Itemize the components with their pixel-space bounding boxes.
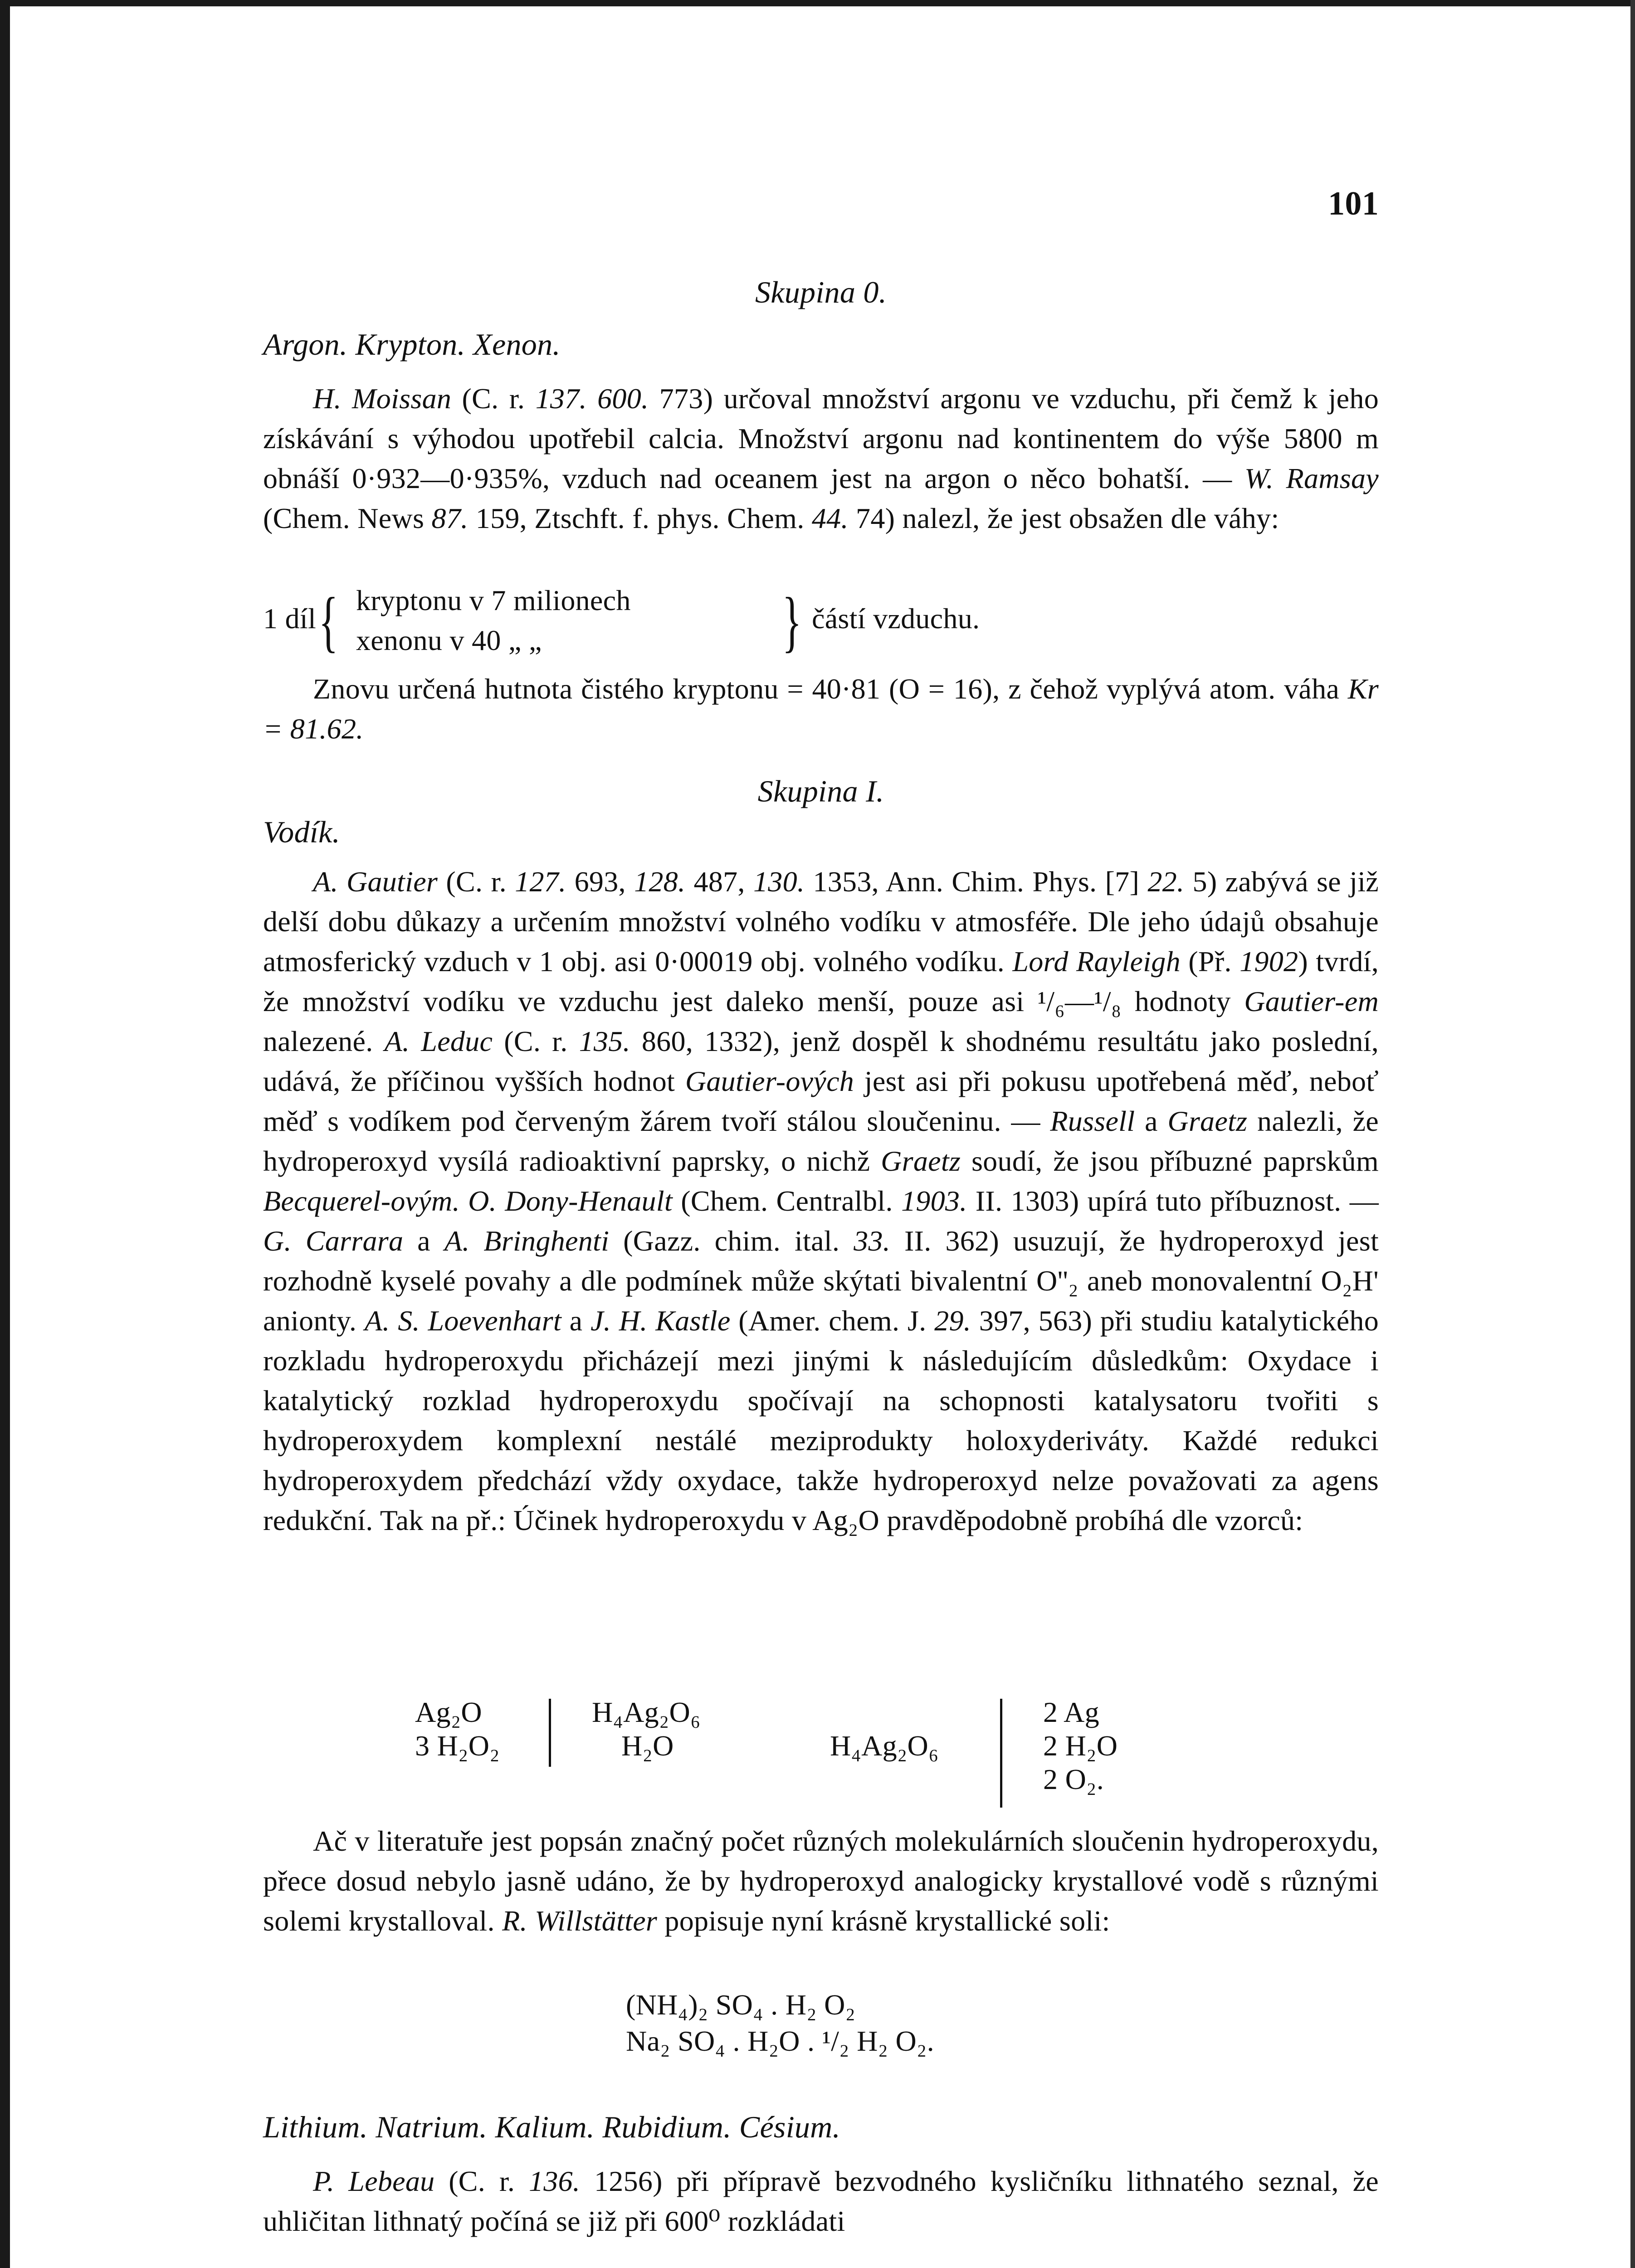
italic-run: 130.	[753, 865, 805, 898]
text-run: (C. r.	[438, 865, 515, 898]
italic-run: A. Leduc	[384, 1025, 493, 1057]
eq-product-3: 2 O₂.	[1043, 1763, 1104, 1795]
text-run: nalezené.	[263, 1025, 385, 1057]
text-run: (C. r.	[451, 382, 536, 415]
italic-run: 136.	[529, 2165, 581, 2197]
element-names-group-0: Argon. Krypton. Xenon.	[263, 327, 561, 362]
text-run: 5) zabývá se již delší dobu důkazy a určením množství volného vodíku v atmosféře. Dle jeho údajů obsahuje atmosferický vzduch v 1 obj. asi 0·00019 obj. volného vodíku.	[263, 865, 1379, 978]
ratio-result: částí vzduchu.	[812, 602, 980, 635]
paragraph-peroxide-salts	[263, 1821, 1379, 1941]
text-run: 1353, Ann. Chim. Phys. [7]	[805, 865, 1148, 898]
text-run: jest asi při pokusu upotřebená měď, neboť měď s vodíkem pod červeným žárem tvoří stálou sloučeninu. —	[263, 1065, 1379, 1137]
text-run: 397, 563) při studiu katalytického rozkladu hydroperoxydu přicházejí mezi jinými k následujícím důsledkům: Oxydace i katalytický rozklad hydroperoxydu spočívají na schopnosti katalysatoru tvořiti s hydroperoxydem komplexní nestálé meziprodukty holoxyderiváty. Každé redukci hydroperoxydem předchází vždy oxydace, takže hydroperoxyd nelze považovati za agens redukční. Tak na př.: Účinek hydroperoxydu v Ag₂O pravděpodobně probíhá dle vzorců:	[263, 1305, 1379, 1536]
element-name-hydrogen: Vodík.	[263, 815, 340, 849]
italic-run: Lord Rayleigh	[1012, 945, 1181, 978]
italic-run: 33.	[854, 1225, 891, 1257]
author-ramsay: W. Ramsay	[1244, 462, 1379, 494]
text-run: a	[561, 1305, 591, 1337]
salt-formula-1: (NH₄)₂ SO₄ . H₂ O₂	[626, 1989, 856, 2021]
text-run: (C. r.	[493, 1025, 579, 1057]
text-run: a	[403, 1225, 444, 1257]
italic-run: R. Willstätter	[502, 1905, 658, 1937]
italic-run: 127.	[515, 865, 566, 898]
text-run: Ač v literatuře jest popsán značný počet různých molekulárních sloučenin hydroperoxydu, přece dosud nebylo jasně udáno, že by hydroperoxyd analogicky krystallové vodě s různými solemi krystalloval.	[263, 1825, 1379, 1937]
italic-run: Graetz	[1167, 1105, 1248, 1137]
section-heading-group-1: Skupina I.	[757, 774, 884, 808]
citation-volume: 44.	[811, 502, 849, 534]
section-heading-group-0: Skupina 0.	[755, 275, 887, 309]
text-run: (Př.	[1180, 945, 1240, 978]
atomic-weight-formula: Kr = 81.62.	[263, 673, 1379, 745]
salt-formula-2: Na₂ SO₄ . H₂O . ¹/₂ H₂ O₂.	[626, 2025, 934, 2057]
left-brace: {	[318, 584, 338, 659]
page-number: 101	[1328, 185, 1379, 222]
text-run: (Chem. News	[263, 502, 432, 534]
krypton-xenon-ratio	[263, 581, 1379, 667]
text-run: II. 362) usuzují, že hydroperoxyd jest rozhodně kyselé povahy a dle podmínek může skýtati bivalentní O''₂ aneb monovalentní O₂H' anionty.	[263, 1225, 1379, 1337]
scan-edge-top	[0, 0, 1635, 6]
text-run: II. 1303) upírá tuto příbuznost. —	[967, 1185, 1379, 1217]
text-run: nalezli, že hydroperoxyd vysílá radioaktivní paprsky, o nichž	[263, 1105, 1379, 1177]
italic-run: A. Gautier	[313, 865, 438, 898]
eq-divider-1	[549, 1699, 551, 1767]
eq-product-1: 2 Ag	[1043, 1696, 1099, 1728]
text-run: 487,	[685, 865, 753, 898]
italic-run: 22.	[1147, 865, 1185, 898]
ratio-line-xenon: xenonu v 40 „ „	[356, 624, 542, 656]
italic-run: 135.	[579, 1025, 630, 1057]
eq-product-2: 2 H₂O	[1043, 1730, 1118, 1762]
scan-edge-right	[1630, 0, 1635, 2268]
text-run: ) tvrdí, že množství vodíku ve vzduchu jest daleko menší, pouze asi ¹/₆—¹/₈ hodnoty	[263, 945, 1379, 1017]
eq-intermediate-1: H₄Ag₂O₆	[592, 1696, 701, 1728]
paragraph-krypton-density	[263, 669, 1379, 749]
text-run: soudí, že jsou příbuzné paprskům	[961, 1145, 1379, 1177]
paragraph-hydrogen	[263, 862, 1379, 1540]
italic-run: Gautier-em	[1244, 985, 1379, 1017]
element-names-alkali: Lithium. Natrium. Kalium. Rubidium. Césium.	[263, 2110, 840, 2144]
ratio-label: 1 díl	[263, 602, 317, 635]
italic-run: J. H. Kastle	[591, 1305, 731, 1337]
italic-run: 128.	[634, 865, 686, 898]
eq-reactant-2: 3 H₂O₂	[415, 1730, 500, 1762]
text-run: 74) nalezl, že jest obsažen dle váhy:	[848, 502, 1279, 534]
text-run: (Amer. chem. J.	[730, 1305, 935, 1337]
author-moissan: H. Moissan	[313, 382, 452, 415]
scan-edge-left	[0, 0, 10, 2268]
italic-run: Becquerel-ovým. O. Dony-Henault	[263, 1185, 673, 1217]
eq-reactant-1: Ag₂O	[415, 1696, 482, 1728]
text-run: Znovu určená hutnota čistého kryptonu = 40·81 (O = 16), z čehož vyplývá atom. váha	[313, 673, 1348, 705]
italic-run: P. Lebeau	[313, 2165, 435, 2197]
italic-run: G. Carrara	[263, 1225, 404, 1257]
eq-divider-2	[1000, 1699, 1002, 1808]
text-run: (Gazz. chim. ital.	[609, 1225, 854, 1257]
italic-run: Gautier-ových	[685, 1065, 854, 1097]
italic-run: Russell	[1050, 1105, 1135, 1137]
citation-volume: 87.	[431, 502, 469, 534]
italic-run: A. Bringhenti	[444, 1225, 610, 1257]
text-run: (C. r.	[434, 2165, 529, 2197]
italic-run: 1903.	[901, 1185, 967, 1217]
text-run: 773) určoval množství argonu ve vzduchu, při čemž k jeho získávání s výhodou upotřebil calcia. Množství argonu nad kontinentem do výše 5800 m obnáší 0·932—0·935%, vzduch nad oceanem jest na argon o něco bohatší. —	[263, 382, 1379, 494]
citation-volume: 137. 600.	[535, 382, 649, 415]
paragraph-lebeau	[263, 2161, 1379, 2241]
italic-run: 1902	[1240, 945, 1298, 978]
text-run: a	[1135, 1105, 1168, 1137]
paragraph-moissan	[263, 379, 1379, 538]
text-run: (Chem. Centralbl.	[672, 1185, 901, 1217]
eq-intermediate-2: H₂O	[621, 1730, 674, 1762]
text-run: 159, Ztschft. f. phys. Chem.	[468, 502, 812, 534]
italic-run: Graetz	[881, 1145, 961, 1177]
italic-run: 29.	[934, 1305, 971, 1337]
text-run: 1256) při přípravě bezvodného kysličníku lithnatého seznal, že uhličitan lithnatý počíná se již při 600⁰ rozkládati	[263, 2165, 1379, 2237]
eq-intermediate-3: H₄Ag₂O₆	[830, 1730, 939, 1762]
italic-run: A. S. Loevenhart	[364, 1305, 562, 1337]
right-brace: }	[782, 584, 802, 659]
ratio-line-krypton: kryptonu v 7 milionech	[356, 584, 631, 616]
text-run: popisuje nyní krásně krystallické soli:	[657, 1905, 1110, 1937]
text-run: 860, 1332), jenž dospěl k shodnému resultátu jako poslední, udává, že příčinou vyšších hodnot	[263, 1025, 1379, 1097]
text-run: 693,	[566, 865, 634, 898]
